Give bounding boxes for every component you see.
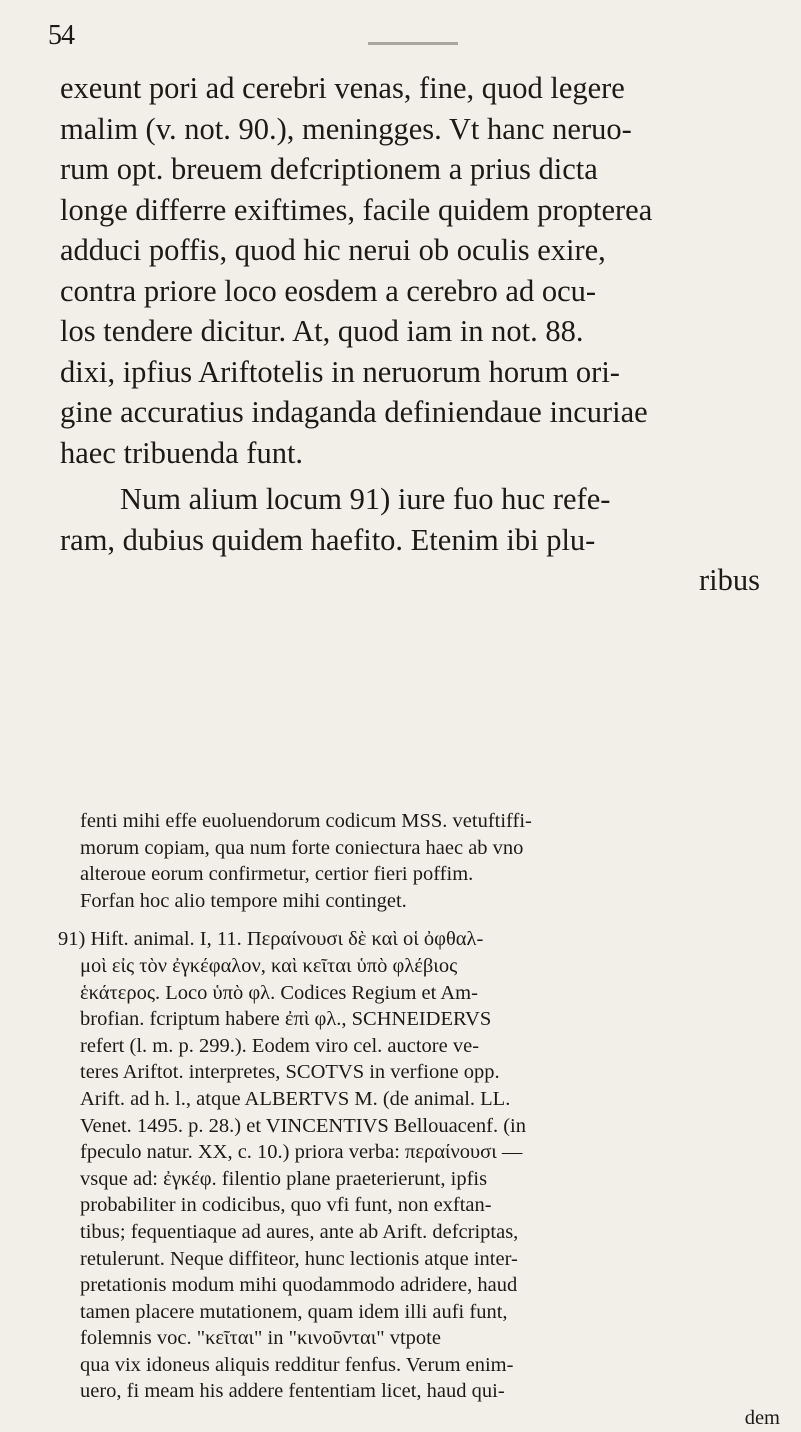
- main-line: adduci poffis, quod hic nerui ob oculis exire,: [60, 233, 606, 267]
- main-line: gine accuratius indaganda definiendaue incuriae: [60, 395, 648, 429]
- footnote-line: qua vix idoneus aliquis redditur fenfus. Verum enim-: [80, 1353, 514, 1376]
- main-line: longe differre exiftimes, facile quidem propterea: [60, 192, 653, 227]
- main-line: los tendere dicitur. At, quod iam in not. 88.: [60, 314, 584, 348]
- footnote-line: Venet. 1495. p. 28.) et VINCENTIVS Bellouacenf. (in: [80, 1114, 526, 1137]
- footnote-line: morum copiam, qua num forte coniectura haec ab vno: [80, 836, 524, 859]
- footnote-line: brofian. fcriptum habere ἐπὶ φλ., SCHNEIDERVS: [80, 1008, 492, 1031]
- main-line: dixi, ipfius Ariftotelis in neruorum horum ori-: [60, 354, 620, 389]
- main-line: rum opt. breuem defcriptionem a prius dicta: [60, 152, 598, 186]
- main-text-block: [60, 68, 760, 601]
- catchword: ribus: [699, 563, 760, 597]
- footnote-line: retulerunt. Neque diffiteor, hunc lectionis atque inter-: [80, 1247, 518, 1270]
- footnotes-block: [58, 808, 780, 1432]
- main-line-paragraph-start: Num alium locum 91) iure fuo huc refe-: [120, 482, 611, 516]
- footnote-line: Forfan hoc alio tempore mihi continget.: [80, 889, 407, 912]
- main-line: exeunt pori ad cerebri venas, fine, quod legere: [60, 71, 625, 105]
- footnote-line: tibus; fequentiaque ad aures, ante ab Arift. defcriptas,: [80, 1220, 519, 1243]
- footnote-line: teres Ariftot. interpretes, SCOTVS in verfione opp.: [80, 1061, 500, 1084]
- footnote-line: fenti mihi effe euoluendorum codicum MSS. vetuftiffi-: [80, 810, 532, 832]
- footnote-line: μοὶ εἰς τὸν ἐγκέφαλον, καὶ κεῖται ὑπὸ φλέβιος: [80, 954, 458, 977]
- main-line: malim (v. not. 90.), meningges. Vt hanc neruo-: [60, 111, 632, 146]
- footnote-line: folemnis voc. "κεῖται" in "κινοῦνται" vtpote: [80, 1327, 441, 1350]
- footnote-line: Arift. ad h. l., atque ALBERTVS M. (de animal. LL.: [80, 1087, 511, 1110]
- page-number: 54: [48, 20, 74, 51]
- main-line: haec tribuenda funt.: [60, 435, 304, 470]
- footnote-line: probabiliter in codicibus, quo vfi funt, non exftan-: [80, 1194, 492, 1217]
- main-line: contra priore loco eosdem a cerebro ad ocu-: [60, 273, 597, 308]
- main-line: ram, dubius quidem haefito. Etenim ibi plu-: [60, 522, 596, 557]
- footnote-line: refert (l. m. p. 299.). Eodem viro cel. auctore ve-: [80, 1034, 480, 1057]
- footnote-line: fpeculo natur. XX, c. 10.) priora verba: περαίνουσι —: [80, 1141, 523, 1164]
- footnote-line: ἑκάτερος. Loco ὑπὸ φλ. Codices Regium et Am-: [80, 981, 478, 1004]
- footnote-line: pretationis modum mihi quodammodo adridere, haud: [80, 1274, 518, 1297]
- header-rule: [368, 42, 458, 45]
- footnote-line: vsque ad: ἐγκέφ. filentio plane praeterierunt, ipfis: [80, 1167, 488, 1190]
- footnote-line: tamen placere mutationem, quam idem illi aufi funt,: [80, 1300, 508, 1323]
- footnote-line: uero, fi meam his addere fententiam licet, haud qui-: [80, 1380, 505, 1403]
- footnote-line: alteroue eorum confirmetur, certior fieri poffim.: [80, 863, 474, 886]
- footnote-91-start: 91) Hift. animal. I, 11. Περαίνουσι δὲ καὶ οἱ ὀφθαλ-: [58, 928, 484, 951]
- footnote-catchword: dem: [744, 1407, 780, 1430]
